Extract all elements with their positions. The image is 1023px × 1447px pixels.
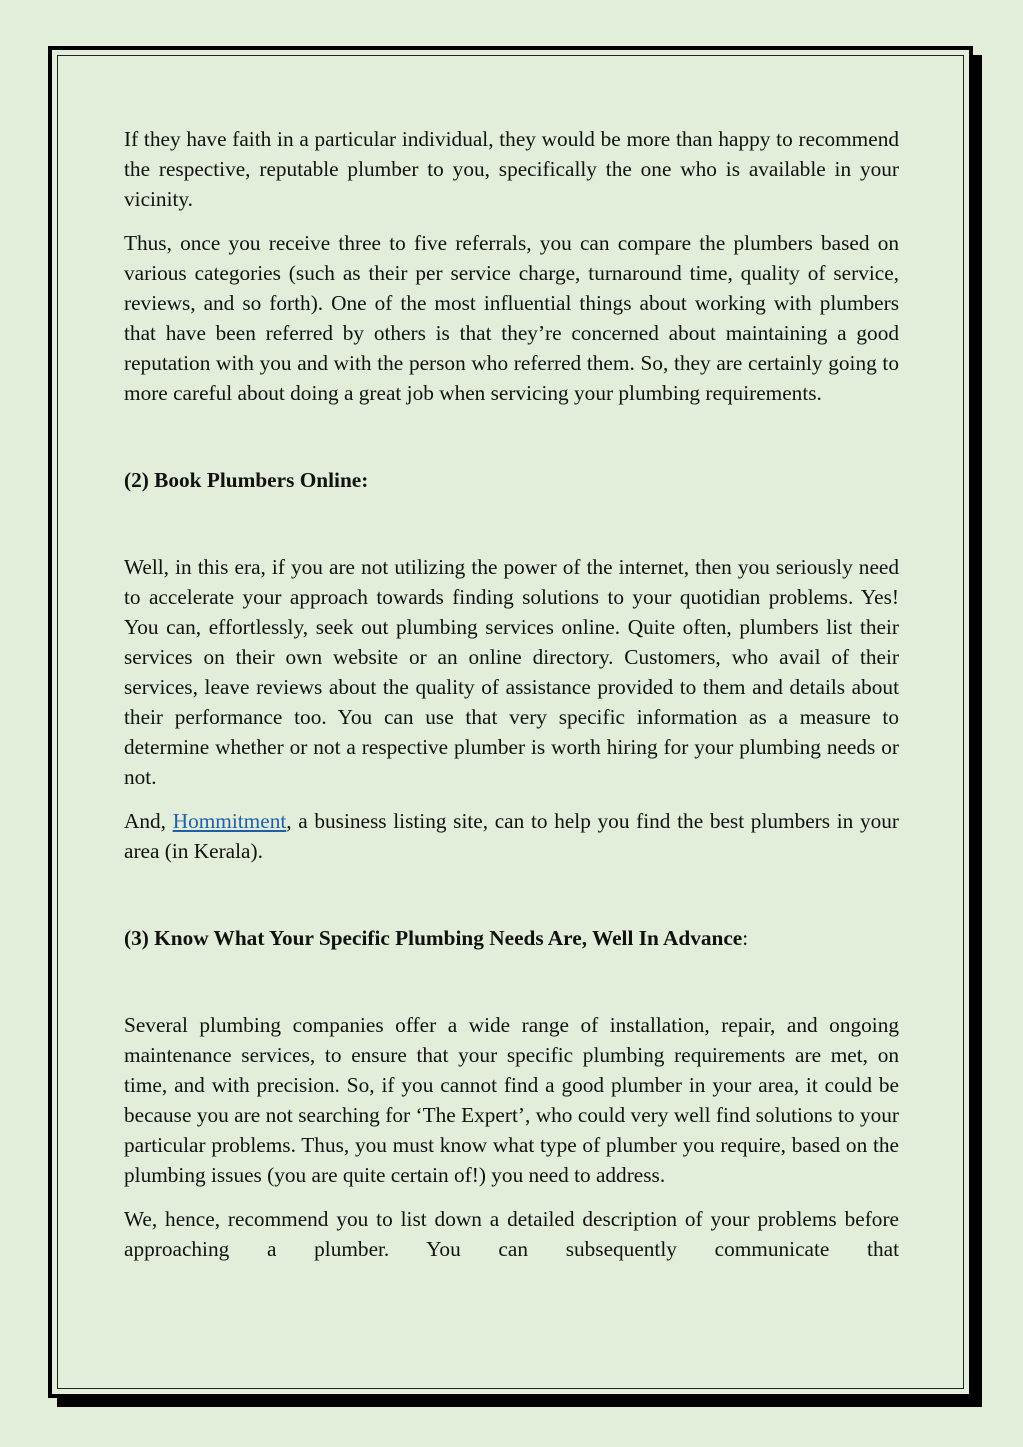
paragraph-compare-plumbers: Thus, once you receive three to five referrals, you can compare the plumbers based on various categories (such as their per service charge, turnaround time, quality of service, reviews, and so forth). One of the most influential things about working with plumbers that have been referred by others is that they’re concerned about maintaining a good reputation with you and with the person who referred them. So, they are certainly going to more careful about doing a great job when servicing your plumbing requirements. bbox=[124, 231, 899, 405]
paragraph-referrals-intro: If they have faith in a particular individual, they would be more than happy to recommend the respective, reputable plumber to you, specifically the one who is available in your vicinity. bbox=[124, 127, 899, 211]
paragraph-hommitment bbox=[124, 806, 899, 866]
paragraph-list-problems: We, hence, recommend you to list down a detailed description of your problems before approaching a plumber. You can subsequently communicate that bbox=[124, 1207, 899, 1261]
heading-colon: : bbox=[742, 926, 749, 950]
heading-know-plumbing-needs bbox=[124, 923, 899, 953]
heading-book-plumbers-online: (2) Book Plumbers Online: bbox=[124, 468, 369, 492]
hommitment-text-before: And, bbox=[124, 809, 173, 833]
hommitment-link[interactable]: Hommitment bbox=[172, 809, 287, 833]
paragraph-internet-search: Well, in this era, if you are not utilizing the power of the internet, then you seriously need to accelerate your approach towards finding solutions to your quotidian problems. Yes! You can, effortlessly, seek out plumbing services online. Quite often, plumbers list their services on their own website or an online directory. Customers, who avail of their services, leave reviews about the quality of assistance provided to them and details about their performance too. You can use that very specific information as a measure to determine whether or not a respective plumber is worth hiring for your plumbing needs or not. bbox=[124, 555, 899, 789]
paragraph-plumbing-companies: Several plumbing companies offer a wide range of installation, repair, and ongoing maintenance services, to ensure that your specific plumbing requirements are met, on time, and with precision. So, if you cannot find a good plumber in your area, it could be because you are not searching for ‘The Expert’, who could very well find solutions to your particular problems. Thus, you must know what type of plumber you require, based on the plumbing issues (you are quite certain of!) you need to address. bbox=[124, 1013, 899, 1187]
heading-know-plumbing-needs-text: (3) Know What Your Specific Plumbing Needs Are, Well In Advance bbox=[124, 926, 743, 950]
hommitment-text-after: , a business listing site, can to help you find the best plumbers in your area (in Kerala). bbox=[124, 809, 900, 863]
document-body bbox=[124, 124, 899, 1264]
